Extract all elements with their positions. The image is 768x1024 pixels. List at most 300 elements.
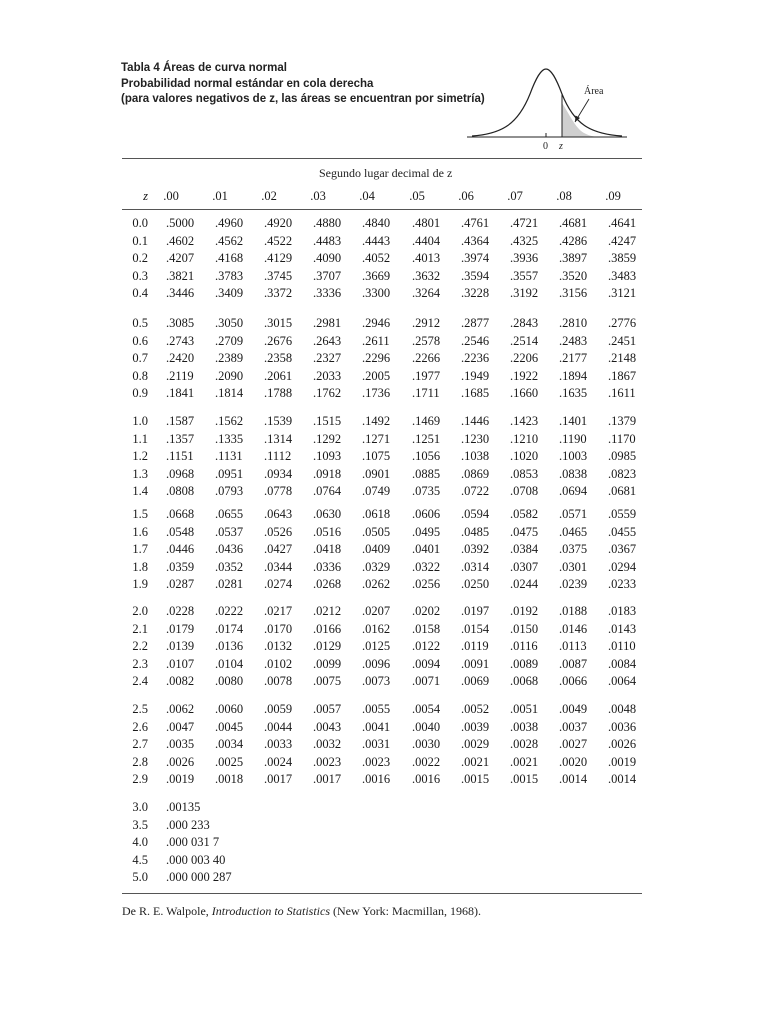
table-cell: .0113 bbox=[559, 639, 587, 654]
citation-book: Introduction to Statistics bbox=[211, 904, 331, 918]
table-cell: .2061 bbox=[264, 368, 293, 383]
table-cell: .0630 bbox=[313, 507, 342, 521]
table-cell: .0060 bbox=[215, 702, 244, 716]
table-cell: .0016 bbox=[362, 772, 391, 787]
table-cell: .1292 bbox=[313, 431, 342, 446]
table-cell: .2420 bbox=[166, 351, 195, 366]
table-cell: .0025 bbox=[215, 754, 244, 769]
table-cell: .000 003 40 bbox=[166, 852, 226, 867]
table-cell: .0052 bbox=[461, 702, 490, 716]
table-cell: .0301 bbox=[559, 559, 588, 574]
table-cell: .0132 bbox=[264, 639, 293, 654]
table-cell: .0041 bbox=[362, 719, 391, 734]
table-cell: .1660 bbox=[510, 386, 539, 401]
table-cell: .2033 bbox=[313, 368, 342, 383]
table-cell: .0015 bbox=[510, 772, 539, 787]
citation-prefix: De R. E. Walpole, bbox=[122, 904, 212, 918]
table-cell: .0749 bbox=[362, 484, 391, 499]
table-cell: .0367 bbox=[608, 542, 637, 557]
table-cell: .0918 bbox=[313, 466, 342, 481]
table-cell: .0139 bbox=[166, 639, 195, 654]
table-cell: .2912 bbox=[412, 316, 441, 330]
area-label: Área bbox=[584, 86, 604, 97]
table-cell: .0384 bbox=[510, 542, 539, 557]
table-cell: .0455 bbox=[608, 524, 637, 539]
row-z-value: 0.4 bbox=[132, 286, 148, 301]
table-cell: .0392 bbox=[461, 542, 490, 557]
table-cell: .0516 bbox=[313, 524, 342, 539]
table-cell: .1562 bbox=[215, 414, 244, 428]
table-cell: .1151 bbox=[166, 449, 194, 464]
table-cell: .1003 bbox=[559, 449, 588, 464]
table-cell: .1210 bbox=[510, 431, 539, 446]
table-cell: .3336 bbox=[313, 286, 342, 301]
table-cell: .0028 bbox=[510, 737, 539, 752]
table-cell: .0352 bbox=[215, 559, 244, 574]
z-label: z bbox=[559, 141, 563, 152]
table-cell: .0202 bbox=[412, 604, 441, 618]
table-cell: .0885 bbox=[412, 466, 441, 481]
row-z-value: 2.6 bbox=[132, 719, 148, 734]
row-z-value: 0.9 bbox=[132, 386, 148, 401]
table-cell: .3783 bbox=[215, 268, 244, 283]
table-cell: .2483 bbox=[559, 333, 588, 348]
row-z-value: 1.2 bbox=[132, 449, 148, 464]
table-cell: .3409 bbox=[215, 286, 244, 301]
table-cell: .0038 bbox=[510, 719, 539, 734]
table-cell: .1841 bbox=[166, 386, 195, 401]
table-cell: .2676 bbox=[264, 333, 293, 348]
row-z-value: 0.3 bbox=[132, 268, 148, 283]
row-z-value: 1.8 bbox=[132, 559, 148, 574]
table-cell: .1401 bbox=[559, 414, 588, 428]
table-note: (para valores negativos de z, las áreas se encuentran por simetría) bbox=[121, 93, 485, 105]
table-cell: .3156 bbox=[559, 286, 588, 301]
table-cell: .0057 bbox=[313, 702, 342, 716]
table-cell: .2206 bbox=[510, 351, 539, 366]
table-cell: .0069 bbox=[461, 674, 490, 689]
table-cell: .2546 bbox=[461, 333, 490, 348]
table-cell: .4801 bbox=[412, 216, 441, 230]
table-title: Tabla 4 Áreas de curva normal bbox=[121, 62, 287, 74]
table-cell: .0026 bbox=[166, 754, 195, 769]
table-cell: .4168 bbox=[215, 251, 244, 266]
table-cell: .1762 bbox=[313, 386, 342, 401]
row-z-value: 0.1 bbox=[132, 233, 148, 248]
table-cell: .3745 bbox=[264, 268, 293, 283]
table-cell: .2946 bbox=[362, 316, 391, 330]
table-cell: .4325 bbox=[510, 233, 539, 248]
table-cell: .2877 bbox=[461, 316, 490, 330]
table-cell: .0122 bbox=[412, 639, 441, 654]
table-cell: .0107 bbox=[166, 656, 195, 671]
table-cell: .4960 bbox=[215, 216, 244, 230]
table-cell: .1112 bbox=[264, 449, 292, 464]
table-cell: .3228 bbox=[461, 286, 490, 301]
table-cell: .4562 bbox=[215, 233, 244, 248]
table-cell: .3300 bbox=[362, 286, 391, 301]
table-cell: .1922 bbox=[510, 368, 539, 383]
table-cell: .0401 bbox=[412, 542, 441, 557]
table-cell: .0119 bbox=[461, 639, 489, 654]
table-cell: .3974 bbox=[461, 251, 490, 266]
table-cell: .4483 bbox=[313, 233, 342, 248]
table-cell: .0116 bbox=[510, 639, 538, 654]
table-cell: .2296 bbox=[362, 351, 391, 366]
table-cell: .0934 bbox=[264, 466, 293, 481]
table-cell: .3085 bbox=[166, 316, 195, 330]
bottom-rule bbox=[122, 893, 642, 894]
row-z-value: 1.7 bbox=[132, 542, 148, 557]
table-cell: .000 031 7 bbox=[166, 835, 220, 850]
row-z-value: 2.3 bbox=[132, 656, 148, 671]
table-cell: .4286 bbox=[559, 233, 588, 248]
table-cell: .0505 bbox=[362, 524, 391, 539]
table-cell: .0207 bbox=[362, 604, 391, 618]
table-cell: .0024 bbox=[264, 754, 293, 769]
row-z-value: 1.6 bbox=[132, 524, 148, 539]
column-header: .00 bbox=[163, 189, 179, 203]
table-cell: .4364 bbox=[461, 233, 490, 248]
table-cell: .1492 bbox=[362, 414, 391, 428]
table-cell: .0075 bbox=[313, 674, 342, 689]
row-z-value: 4.0 bbox=[132, 835, 148, 850]
table-cell: .1020 bbox=[510, 449, 539, 464]
table-cell: .0322 bbox=[412, 559, 441, 574]
table-cell: .4090 bbox=[313, 251, 342, 266]
table-cell: .1357 bbox=[166, 431, 195, 446]
table-cell: .1469 bbox=[412, 414, 441, 428]
table-cell: .1949 bbox=[461, 368, 490, 383]
table-cell: .0823 bbox=[608, 466, 637, 481]
table-cell: .2578 bbox=[412, 333, 441, 348]
table-cell: .0287 bbox=[166, 577, 195, 592]
table-cell: .0409 bbox=[362, 542, 391, 557]
table-cell: .1539 bbox=[264, 414, 293, 428]
table-cell: .1170 bbox=[608, 431, 636, 446]
column-header: .09 bbox=[605, 189, 621, 203]
table-cell: .1894 bbox=[559, 368, 588, 383]
table-cell: .0294 bbox=[608, 559, 637, 574]
row-z-value: 3.5 bbox=[132, 817, 148, 832]
table-cell: .0681 bbox=[608, 484, 637, 499]
table-cell: .0427 bbox=[264, 542, 293, 557]
table-cell: .0853 bbox=[510, 466, 539, 481]
table-cell: .0143 bbox=[608, 621, 637, 636]
table-cell: .0035 bbox=[166, 737, 195, 752]
column-header: .05 bbox=[409, 189, 425, 203]
table-cell: .0018 bbox=[215, 772, 244, 787]
table-cell: .0019 bbox=[608, 754, 637, 769]
row-z-value: 4.5 bbox=[132, 852, 148, 867]
table-cell: .4761 bbox=[461, 216, 490, 230]
table-cell: .0129 bbox=[313, 639, 342, 654]
table-cell: .0239 bbox=[559, 577, 588, 592]
table-cell: .1251 bbox=[412, 431, 441, 446]
table-cell: .3936 bbox=[510, 251, 539, 266]
table-cell: .0359 bbox=[166, 559, 195, 574]
table-cell: .4602 bbox=[166, 233, 195, 248]
table-cell: .2743 bbox=[166, 333, 195, 348]
table-cell: .0307 bbox=[510, 559, 539, 574]
table-cell: .2611 bbox=[362, 333, 390, 348]
table-cell: .2451 bbox=[608, 333, 637, 348]
table-cell: .0051 bbox=[510, 702, 539, 716]
table-cell: .0446 bbox=[166, 542, 195, 557]
table-cell: .0146 bbox=[559, 621, 588, 636]
table-cell: .2236 bbox=[461, 351, 490, 366]
table-cell: .0082 bbox=[166, 674, 195, 689]
table-cell: .0017 bbox=[264, 772, 293, 787]
row-z-value: 1.9 bbox=[132, 577, 148, 592]
table-cell: .3372 bbox=[264, 286, 293, 301]
table-cell: .0571 bbox=[559, 507, 588, 521]
column-header: .07 bbox=[507, 189, 523, 203]
table-cell: .0030 bbox=[412, 737, 441, 752]
table-cell: .3557 bbox=[510, 268, 539, 283]
row-z-value: 1.5 bbox=[132, 507, 148, 521]
table-cell: .1587 bbox=[166, 414, 195, 428]
table-cell: .0618 bbox=[362, 507, 391, 521]
table-cell: .0764 bbox=[313, 484, 342, 499]
table-cell: .3121 bbox=[608, 286, 637, 301]
table-cell: .0091 bbox=[461, 656, 490, 671]
table-cell: .0582 bbox=[510, 507, 539, 521]
table-cell: .00135 bbox=[166, 800, 201, 814]
table-cell: .0244 bbox=[510, 577, 539, 592]
table-cell: .1685 bbox=[461, 386, 490, 401]
table-cell: .1190 bbox=[559, 431, 587, 446]
table-cell: .0022 bbox=[412, 754, 441, 769]
column-header: .04 bbox=[359, 189, 375, 203]
table-cell: .0217 bbox=[264, 604, 293, 618]
table-cell: .0078 bbox=[264, 674, 293, 689]
table-cell: .1635 bbox=[559, 386, 588, 401]
table-cell: .3520 bbox=[559, 268, 588, 283]
table-cell: .1736 bbox=[362, 386, 391, 401]
table-cell: .0158 bbox=[412, 621, 441, 636]
table-cell: .0262 bbox=[362, 577, 391, 592]
row-z-value: 1.4 bbox=[132, 484, 148, 499]
table-cell: .0034 bbox=[215, 737, 244, 752]
table-cell: .0268 bbox=[313, 577, 342, 592]
table-cell: .4721 bbox=[510, 216, 539, 230]
table-cell: .0136 bbox=[215, 639, 244, 654]
table-cell: .1423 bbox=[510, 414, 539, 428]
table-cell: .0089 bbox=[510, 656, 539, 671]
table-cell: .3669 bbox=[362, 268, 391, 283]
table-cell: .3632 bbox=[412, 268, 441, 283]
row-z-value: 0.6 bbox=[132, 333, 148, 348]
table-cell: .2119 bbox=[166, 368, 194, 383]
table-cell: .0808 bbox=[166, 484, 195, 499]
table-cell: .0668 bbox=[166, 507, 195, 521]
table-cell: .0722 bbox=[461, 484, 490, 499]
table-cell: .4880 bbox=[313, 216, 342, 230]
table-cell: .3594 bbox=[461, 268, 490, 283]
table-cell: .1611 bbox=[608, 386, 636, 401]
row-z-value: 3.0 bbox=[132, 800, 148, 814]
table-cell: .0045 bbox=[215, 719, 244, 734]
table-cell: .0029 bbox=[461, 737, 490, 752]
table-cell: .0869 bbox=[461, 466, 490, 481]
table-cell: .4641 bbox=[608, 216, 637, 230]
table-cell: .0073 bbox=[362, 674, 391, 689]
table-cell: .0166 bbox=[313, 621, 342, 636]
table-cell: .0548 bbox=[166, 524, 195, 539]
table-cell: .4404 bbox=[412, 233, 441, 248]
table-cell: .2389 bbox=[215, 351, 244, 366]
table-cell: .2148 bbox=[608, 351, 637, 366]
row-z-value: 0.8 bbox=[132, 368, 148, 383]
table-cell: .5000 bbox=[166, 216, 195, 230]
table-cell: .0694 bbox=[559, 484, 588, 499]
table-cell: .3859 bbox=[608, 251, 637, 266]
table-cell: .1379 bbox=[608, 414, 637, 428]
table-cell: .0150 bbox=[510, 621, 539, 636]
column-header: .08 bbox=[556, 189, 572, 203]
table-cell: .1446 bbox=[461, 414, 490, 428]
table-cell: .0071 bbox=[412, 674, 441, 689]
table-cell: .0735 bbox=[412, 484, 441, 499]
table-cell: .0838 bbox=[559, 466, 588, 481]
table-cell: .4247 bbox=[608, 233, 637, 248]
table-cell: .0174 bbox=[215, 621, 244, 636]
table-cell: .1977 bbox=[412, 368, 441, 383]
source-citation bbox=[122, 904, 481, 919]
table-cell: .0094 bbox=[412, 656, 441, 671]
table-cell: .2090 bbox=[215, 368, 244, 383]
table-cell: .2709 bbox=[215, 333, 244, 348]
table-cell: .3821 bbox=[166, 268, 195, 283]
table-cell: .0026 bbox=[608, 737, 637, 752]
table-cell: .0059 bbox=[264, 702, 293, 716]
row-z-value: 0.7 bbox=[132, 351, 148, 366]
table-cell: .000 000 287 bbox=[166, 870, 232, 885]
table-cell: .2327 bbox=[313, 351, 342, 366]
column-header: .06 bbox=[458, 189, 474, 203]
table-cell: .0104 bbox=[215, 656, 244, 671]
table-cell: .0436 bbox=[215, 542, 244, 557]
table-cell: .0087 bbox=[559, 656, 588, 671]
table-cell: .0154 bbox=[461, 621, 490, 636]
table-cell: .0017 bbox=[313, 772, 342, 787]
table-cell: .0708 bbox=[510, 484, 539, 499]
table-cell: .4681 bbox=[559, 216, 588, 230]
table-cell: .0233 bbox=[608, 577, 637, 592]
table-cell: .1788 bbox=[264, 386, 293, 401]
table-cell: .0054 bbox=[412, 702, 441, 716]
table-cell: .4207 bbox=[166, 251, 195, 266]
table-cell: .0495 bbox=[412, 524, 441, 539]
table-cell: .0023 bbox=[362, 754, 391, 769]
table-cell: .0643 bbox=[264, 507, 293, 521]
column-header: .02 bbox=[261, 189, 277, 203]
table-cell: .0183 bbox=[608, 604, 637, 618]
table-cell: .0606 bbox=[412, 507, 441, 521]
row-z-value: 2.7 bbox=[132, 737, 148, 752]
table-cell: .3264 bbox=[412, 286, 441, 301]
table-cell: .0418 bbox=[313, 542, 342, 557]
row-z-value: 1.1 bbox=[132, 431, 148, 446]
row-z-value: 1.3 bbox=[132, 466, 148, 481]
table-cell: .2643 bbox=[313, 333, 342, 348]
table-cell: .1038 bbox=[461, 449, 490, 464]
row-z-value: 5.0 bbox=[132, 870, 148, 885]
table-cell: .0014 bbox=[608, 772, 637, 787]
table-cell: .1131 bbox=[215, 449, 243, 464]
table-cell: .0096 bbox=[362, 656, 391, 671]
table-cell: .0228 bbox=[166, 604, 195, 618]
table-cell: .0793 bbox=[215, 484, 244, 499]
row-z-value: 0.0 bbox=[132, 216, 148, 230]
table-cell: .0329 bbox=[362, 559, 391, 574]
table-cell: .0256 bbox=[412, 577, 441, 592]
table-cell: .0023 bbox=[313, 754, 342, 769]
table-cell: .0778 bbox=[264, 484, 293, 499]
table-cell: .0475 bbox=[510, 524, 539, 539]
table-cell: .4840 bbox=[362, 216, 391, 230]
table-cell: .0188 bbox=[559, 604, 588, 618]
table-cell: .0049 bbox=[559, 702, 588, 716]
row-z-value: 2.4 bbox=[132, 674, 148, 689]
table-cell: .0951 bbox=[215, 466, 244, 481]
table-cell: .3707 bbox=[313, 268, 342, 283]
table-cell: .1711 bbox=[412, 386, 440, 401]
column-header: .01 bbox=[212, 189, 228, 203]
table-cell: .2358 bbox=[264, 351, 293, 366]
row-z-value: 1.0 bbox=[132, 414, 148, 428]
table-cell: .2177 bbox=[559, 351, 588, 366]
table-cell: .4013 bbox=[412, 251, 441, 266]
table-cell: .0062 bbox=[166, 702, 195, 716]
table-cell: .0040 bbox=[412, 719, 441, 734]
table-cell: .1230 bbox=[461, 431, 490, 446]
column-header: .03 bbox=[310, 189, 326, 203]
row-z-value: 0.5 bbox=[132, 316, 148, 330]
table-cell: .0968 bbox=[166, 466, 195, 481]
table-cell: .0281 bbox=[215, 577, 244, 592]
table-cell: .1814 bbox=[215, 386, 244, 401]
section-label: Segundo lugar decimal de z bbox=[319, 166, 453, 180]
row-z-value: 2.1 bbox=[132, 621, 148, 636]
table-cell: .000 233 bbox=[166, 817, 210, 832]
table-cell: .2981 bbox=[313, 316, 342, 330]
table-cell: .0015 bbox=[461, 772, 490, 787]
table-cell: .0031 bbox=[362, 737, 391, 752]
table-cell: .0027 bbox=[559, 737, 588, 752]
table-cell: .0102 bbox=[264, 656, 293, 671]
row-z-value: 2.0 bbox=[132, 604, 148, 618]
table-cell: .2776 bbox=[608, 316, 637, 330]
table-cell: .0039 bbox=[461, 719, 490, 734]
table-cell: .0019 bbox=[166, 772, 195, 787]
table-cell: .0064 bbox=[608, 674, 637, 689]
table-cell: .4522 bbox=[264, 233, 293, 248]
table-cell: .1075 bbox=[362, 449, 391, 464]
z-column-header: z bbox=[143, 189, 148, 203]
table-cell: .0559 bbox=[608, 507, 637, 521]
table-cell: .1515 bbox=[313, 414, 342, 428]
table-cell: .0375 bbox=[559, 542, 588, 557]
table-cell: .0985 bbox=[608, 449, 637, 464]
table-cell: .0021 bbox=[461, 754, 490, 769]
table-cell: .0212 bbox=[313, 604, 342, 618]
table-cell: .0043 bbox=[313, 719, 342, 734]
table-cell: .0014 bbox=[559, 772, 588, 787]
table-cell: .0125 bbox=[362, 639, 391, 654]
table-cell: .0526 bbox=[264, 524, 293, 539]
